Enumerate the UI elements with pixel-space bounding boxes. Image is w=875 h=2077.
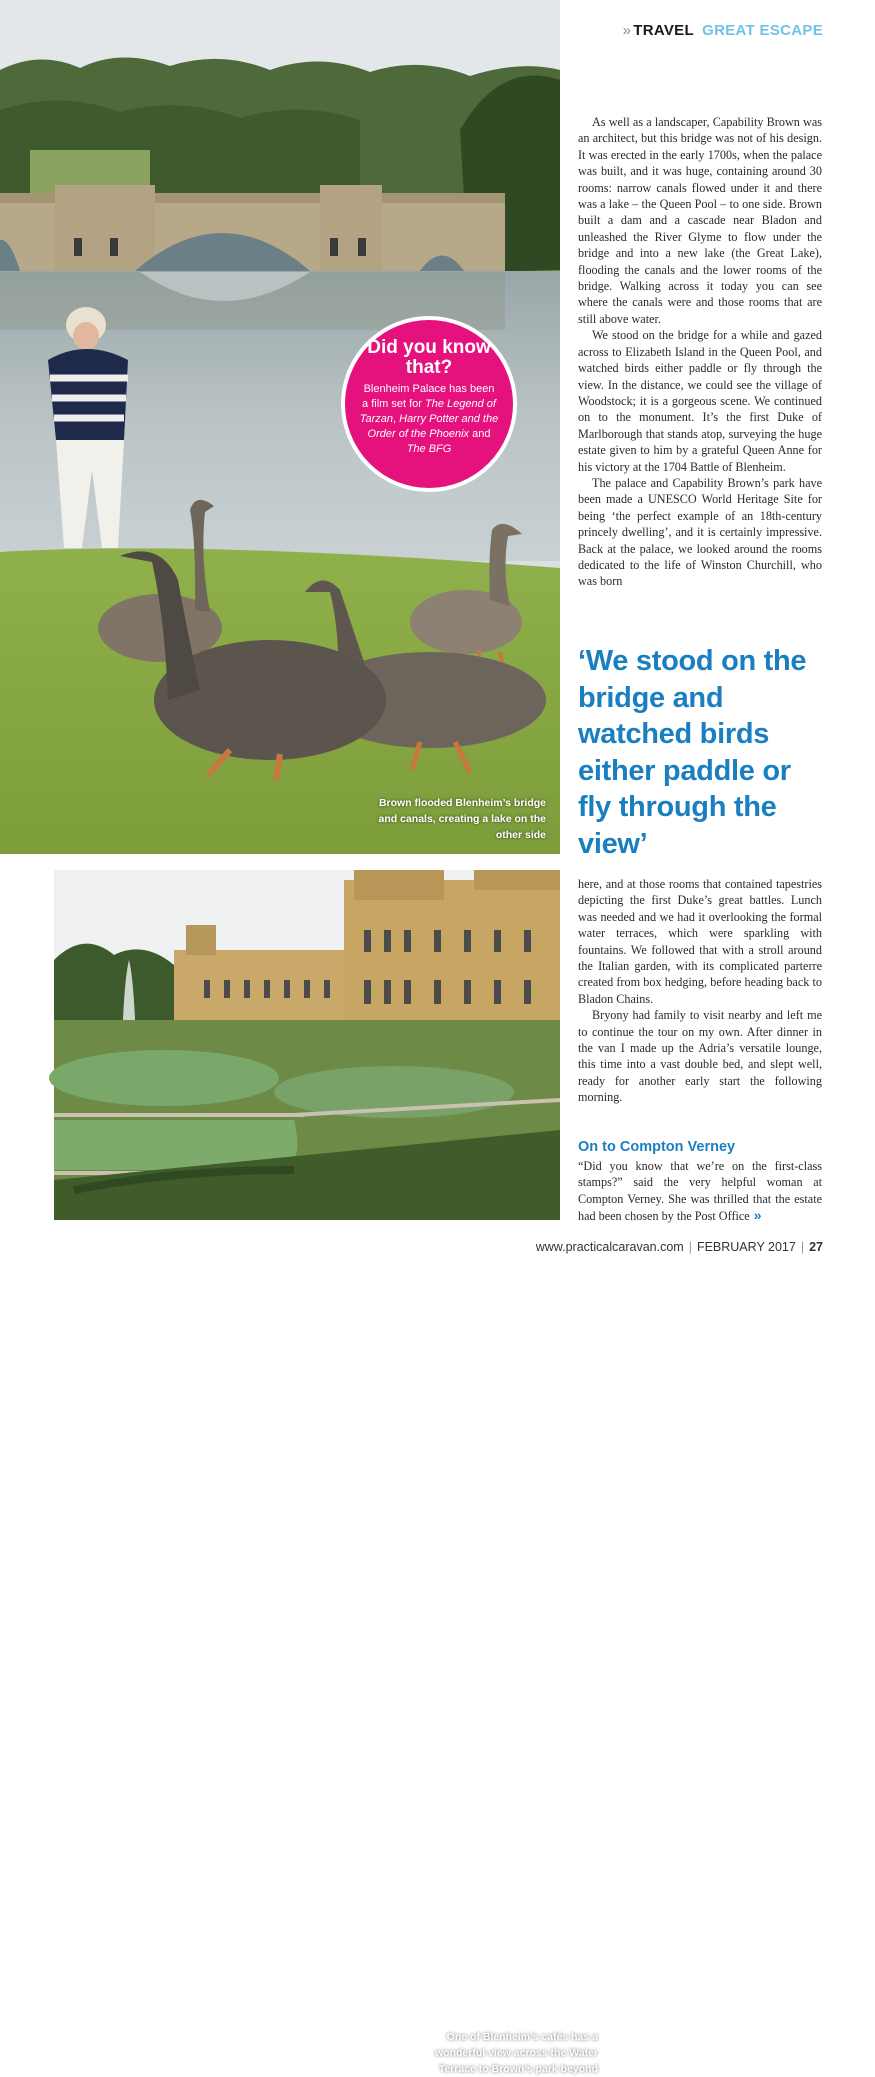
- did-you-know-callout: [341, 316, 517, 492]
- callout-answer: Blenheim Palace has been a film set for The Legend of Tarzan, Harry Potter and the Order of the Phoenix and The BFG: [359, 383, 499, 455]
- body-paragraph: Bryony had family to visit nearby and left me to continue the tour on my own. After dinner in the van I made up the Adria’s versatile lounge, this time into a vast double bed, and slept well, ready for another early start the following morning.: [578, 1008, 822, 1105]
- header-section: TRAVEL: [633, 22, 694, 39]
- body-paragraph: “Did you know that we’re on the first-class stamps?” said the very helpful woman at Compton Verney. She was thrilled that the estate had been chosen by the Post Office »: [578, 1159, 822, 1224]
- header-subsection: GREAT ESCAPE: [702, 22, 823, 39]
- footer-issue: FEBRUARY 2017: [696, 1240, 796, 1254]
- pull-quote: ‘We stood on the bridge and watched birds either paddle or fly through the view’: [578, 645, 807, 860]
- continue-arrow-icon: »: [753, 1207, 762, 1224]
- body-column-lower: [578, 876, 822, 1106]
- callout-question: Did you know that?: [367, 337, 491, 378]
- body-paragraph: We stood on the bridge for a while and gazed across to Elizabeth Island in the Queen Pool, and watched birds either paddle or fly through the view. In the distance, we could see the village of Woodstock; it is a gorgeous scene. We continued on to the monument. It’s the first Duke of Marlborough that stands atop, surveying the huge estate given to him by a grateful Queen Anne for his victory at the 1704 Battle of Blenheim.: [578, 328, 822, 474]
- body-column-final: [578, 1158, 822, 1225]
- body-paragraph: As well as a landscaper, Capability Brown was an architect, but this bridge was not of his design. It was erected in the early 1700s, when the palace was built, and it was huge, containing around 30 rooms: narrow canals flowed under it and there was a lake – the Queen Pool – to one side. Brown built a dam and a cascade near Bladon and unleashed the River Glyme to flow under the bridge and into a new lake (the Great Lake), flooding the canals and the lower rooms of the bridge. Walking across it today you can see where the canals were and those rooms that are still above water.: [578, 115, 822, 326]
- lake-bridge-geese-photo: [0, 0, 560, 854]
- header-chevron: »: [622, 22, 632, 39]
- body-paragraph: here, and at those rooms that contained tapestries depicting the first Duke’s great battles. Lunch was needed and we had it overlooking the formal water terraces, which were sparkling with fountains. We followed that with a stroll around the Italian garden, with its complicated parterre created from box hedging, before heading back to Bladon Chains.: [578, 877, 822, 1006]
- palace-water-terrace-photo: [54, 870, 598, 2075]
- body-paragraph: The palace and Capability Brown’s park have been made a UNESCO World Heritage Site for being ‘the perfect example of an 18th-century princely dwelling’, and it is certainly impressive. Back at the palace, we looked around the rooms dedicated to the life of Winston Churchill, who was born: [578, 475, 822, 589]
- top-photo-caption: Brown flooded Blenheim’s bridge and canals, creating a lake on the other side: [378, 797, 546, 841]
- footer-website: www.practicalcaravan.com: [535, 1240, 684, 1254]
- body-column-upper: [578, 114, 822, 590]
- bottom-photo-caption: One of Blenheim’s cafés has a wonderful view across the Water Terrace to Brown’s park beyond: [435, 2031, 598, 2075]
- palace-terrace-illustration: [54, 870, 560, 1220]
- section-subhead: On to Compton Verney: [578, 1139, 736, 1155]
- page-number: 27: [809, 1240, 823, 1254]
- running-header: [623, 22, 823, 39]
- page-footer: www.practicalcaravan.com | FEBRUARY 2017 | 27: [535, 1240, 823, 1254]
